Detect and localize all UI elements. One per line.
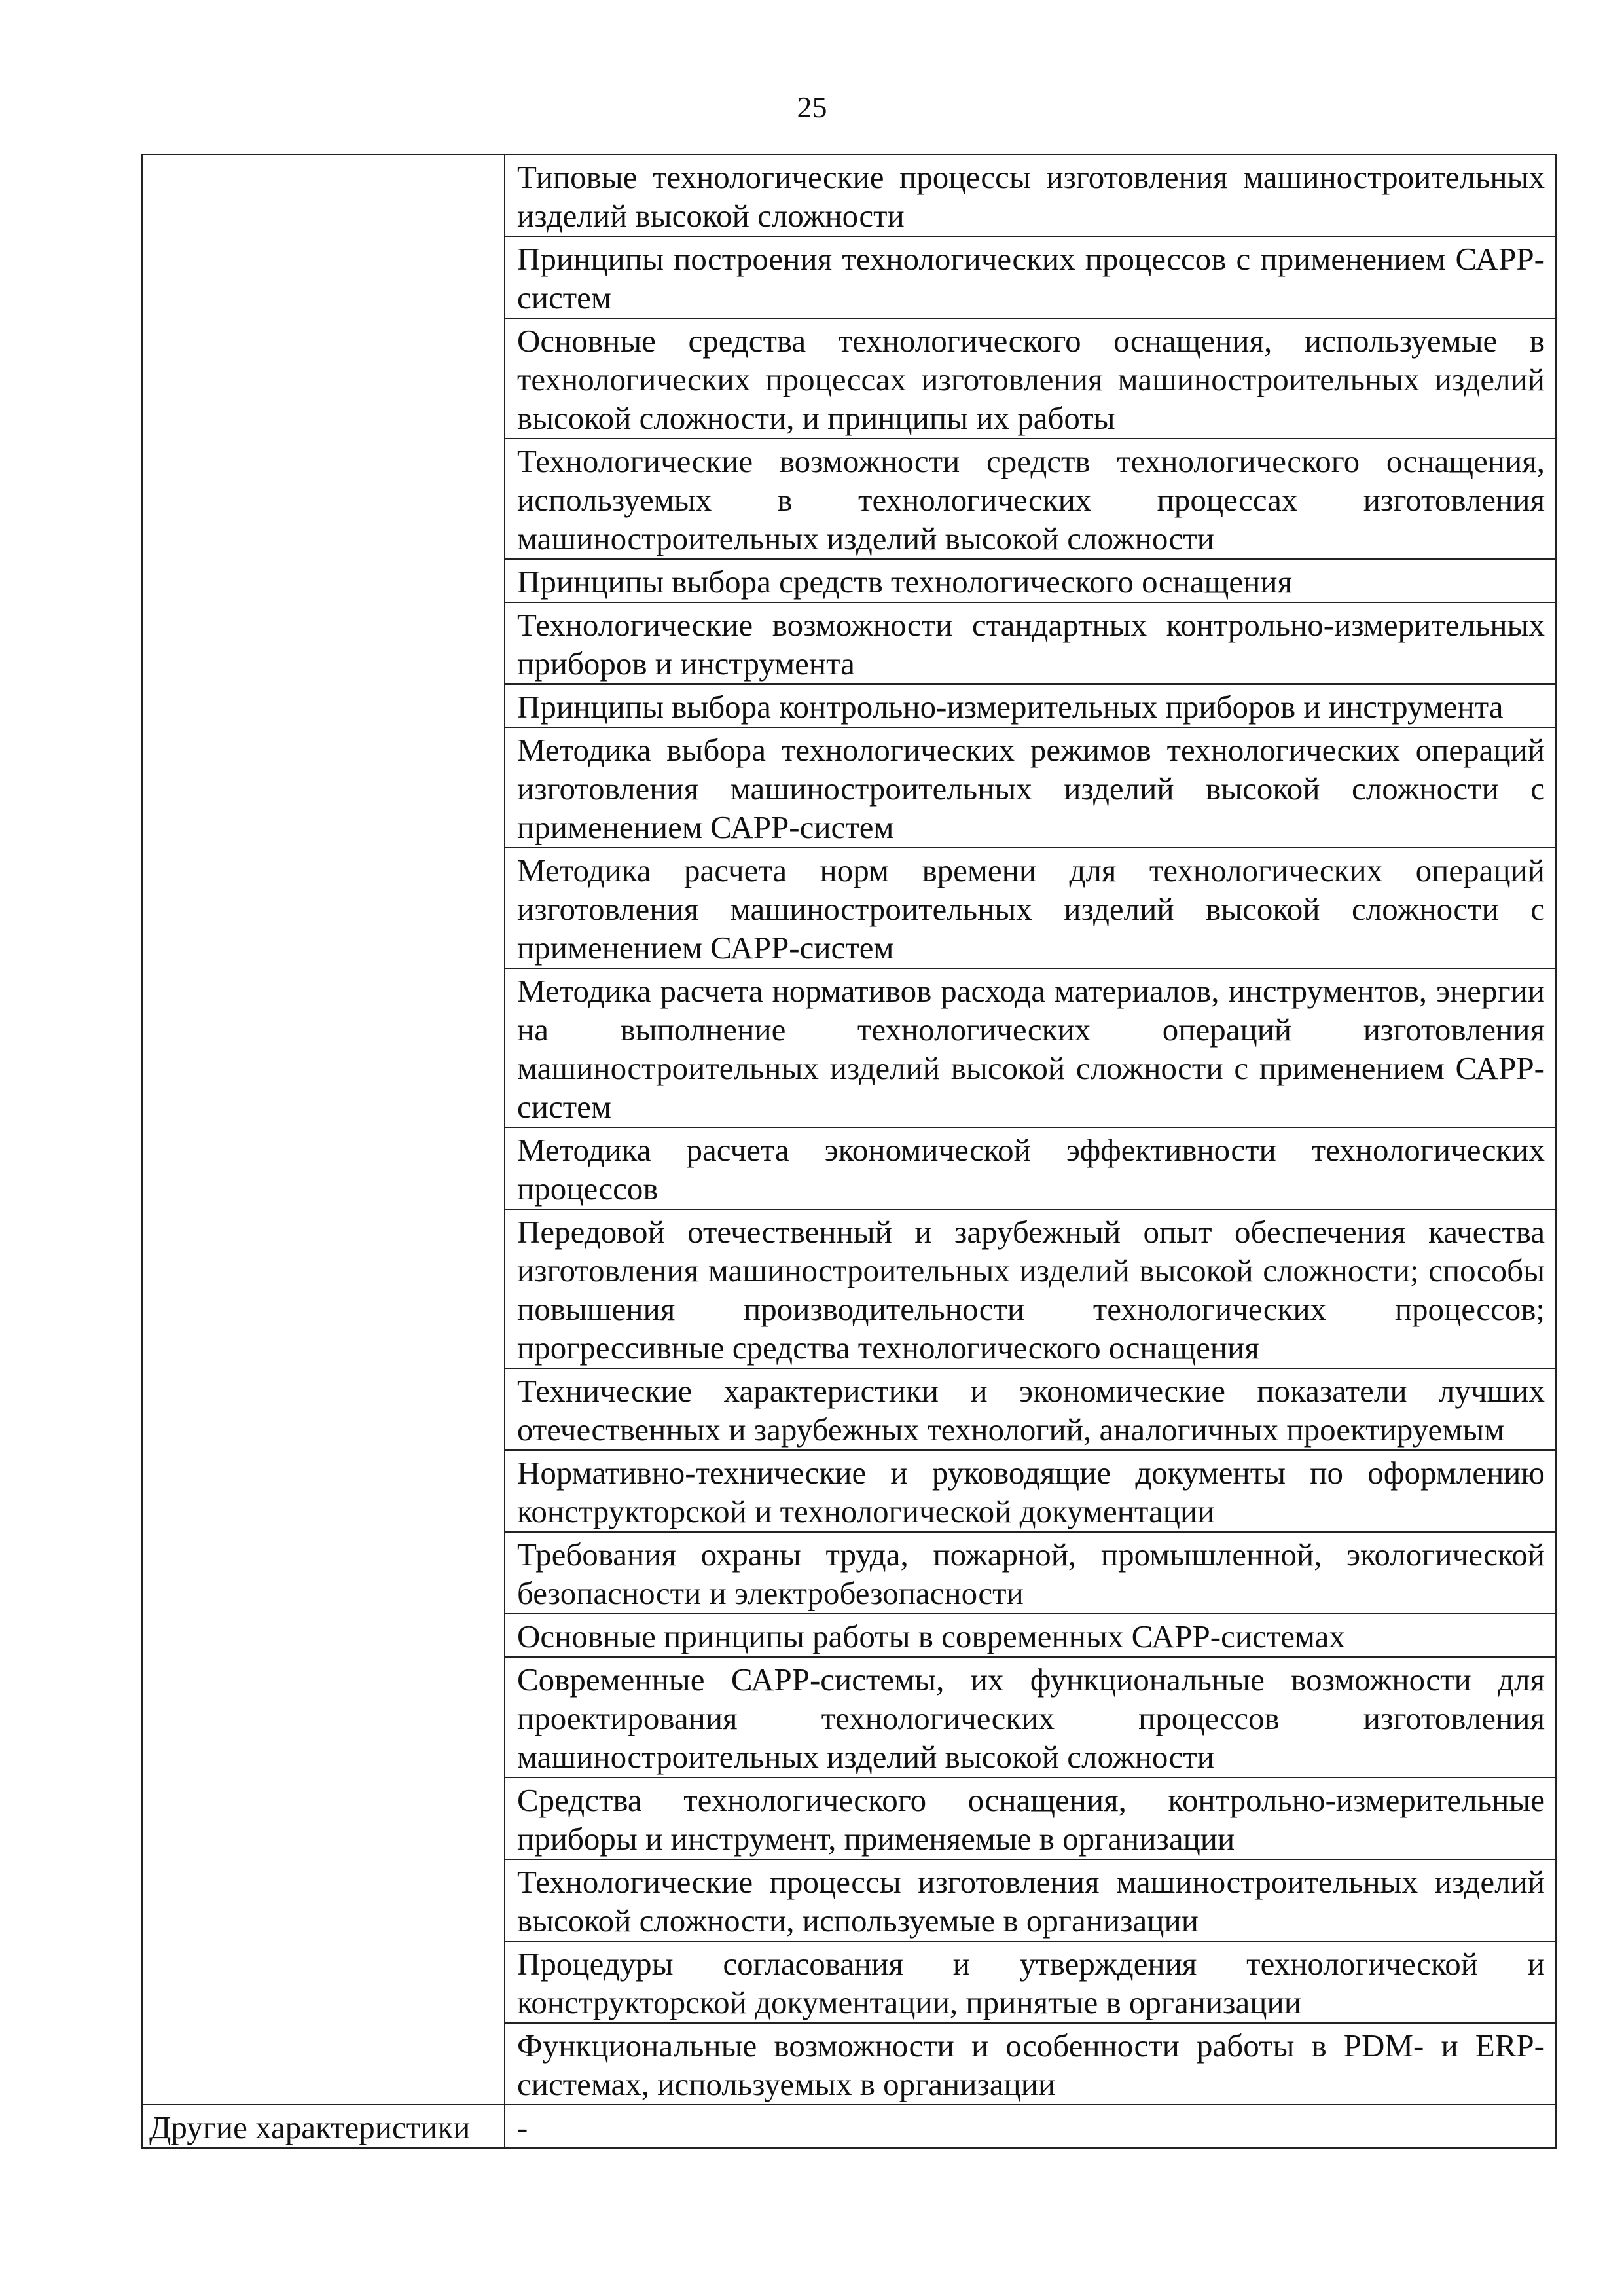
knowledge-item: Нормативно-технические и руководящие документы по оформлению конструкторской и технологической документации [505, 1450, 1556, 1532]
knowledge-item: Технологические возможности средств технологического оснащения, используемых в технологических процессах изготовления машиностроительных изделий высокой сложности [505, 439, 1556, 559]
knowledge-item: Технические характеристики и экономические показатели лучших отечественных и зарубежных технологий, аналогичных проектируемым [505, 1368, 1556, 1450]
table-row [142, 1450, 1556, 1532]
knowledge-item: Принципы построения технологических процессов с применением САРР-систем [505, 236, 1556, 318]
left-cell-empty [142, 439, 505, 559]
table-row [142, 1859, 1556, 1941]
table-row [142, 439, 1556, 559]
left-cell-empty [142, 1614, 505, 1657]
table-row [142, 1209, 1556, 1368]
other-characteristics-label: Другие характеристики [142, 2105, 505, 2148]
left-cell-empty [142, 1368, 505, 1450]
knowledge-table [141, 154, 1557, 2149]
knowledge-item: Методика расчета нормативов расхода материалов, инструментов, энергии на выполнение технологических операций изготовления машиностроительных изделий высокой сложности с применением САРР-систем [505, 968, 1556, 1127]
table-row [142, 1657, 1556, 1777]
table-row [142, 1532, 1556, 1614]
knowledge-item: Технологические возможности стандартных контрольно-измерительных приборов и инструмента [505, 602, 1556, 684]
knowledge-item: Основные принципы работы в современных САРР-системах [505, 1614, 1556, 1657]
knowledge-item: Основные средства технологического оснащения, используемые в технологических процессах изготовления машиностроительных изделий высокой сложности, и принципы их работы [505, 318, 1556, 439]
left-cell-empty [142, 2023, 505, 2105]
table-row [142, 236, 1556, 318]
table-row [142, 318, 1556, 439]
left-cell-empty [142, 848, 505, 968]
left-cell-empty [142, 968, 505, 1127]
left-cell-empty [142, 1209, 505, 1368]
knowledge-item: Требования охраны труда, пожарной, промышленной, экологической безопасности и электробезопасности [505, 1532, 1556, 1614]
knowledge-item: Принципы выбора средств технологического оснащения [505, 559, 1556, 602]
left-cell-empty [142, 559, 505, 602]
table-row [142, 2023, 1556, 2105]
knowledge-item: Принципы выбора контрольно-измерительных приборов и инструмента [505, 684, 1556, 727]
table-row [142, 559, 1556, 602]
knowledge-item: Методика расчета норм времени для технологических операций изготовления машиностроительных изделий высокой сложности с применением САРР-систем [505, 848, 1556, 968]
other-characteristics-value: - [505, 2105, 1556, 2148]
knowledge-item: Современные САРР-системы, их функциональные возможности для проектирования технологических процессов изготовления машиностроительных изделий высокой сложности [505, 1657, 1556, 1777]
left-cell-empty [142, 236, 505, 318]
left-cell-empty [142, 727, 505, 848]
left-cell-empty [142, 1450, 505, 1532]
table-row [142, 968, 1556, 1127]
knowledge-item: Средства технологического оснащения, контрольно-измерительные приборы и инструмент, применяемые в организации [505, 1777, 1556, 1859]
table-row-other [142, 2105, 1556, 2148]
knowledge-item: Типовые технологические процессы изготовления машиностроительных изделий высокой сложности [505, 155, 1556, 236]
left-cell-empty [142, 1127, 505, 1209]
table-row [142, 1614, 1556, 1657]
knowledge-item: Методика выбора технологических режимов технологических операций изготовления машиностроительных изделий высокой сложности с применением САРР-систем [505, 727, 1556, 848]
knowledge-item: Процедуры согласования и утверждения технологической и конструкторской документации, принятые в организации [505, 1941, 1556, 2023]
table-row [142, 602, 1556, 684]
page-number: 25 [797, 90, 827, 124]
knowledge-item: Передовой отечественный и зарубежный опыт обеспечения качества изготовления машиностроительных изделий высокой сложности; способы повышения производительности технологических процессов; прогрессивные средства технологического оснащения [505, 1209, 1556, 1368]
left-cell-empty [142, 155, 505, 236]
table-row [142, 1777, 1556, 1859]
table-row [142, 848, 1556, 968]
table-row [142, 727, 1556, 848]
knowledge-item: Функциональные возможности и особенности работы в PDM- и ERP-системах, используемых в организации [505, 2023, 1556, 2105]
left-cell-empty [142, 1777, 505, 1859]
table-row [142, 1127, 1556, 1209]
left-cell-empty [142, 602, 505, 684]
table-row [142, 684, 1556, 727]
knowledge-item: Методика расчета экономической эффективности технологических процессов [505, 1127, 1556, 1209]
table-row [142, 155, 1556, 236]
knowledge-item: Технологические процессы изготовления машиностроительных изделий высокой сложности, используемые в организации [505, 1859, 1556, 1941]
left-cell-empty [142, 684, 505, 727]
left-cell-empty [142, 1859, 505, 1941]
left-cell-empty [142, 318, 505, 439]
table-row [142, 1368, 1556, 1450]
table-row [142, 1941, 1556, 2023]
left-cell-empty [142, 1941, 505, 2023]
left-cell-empty [142, 1532, 505, 1614]
left-cell-empty [142, 1657, 505, 1777]
